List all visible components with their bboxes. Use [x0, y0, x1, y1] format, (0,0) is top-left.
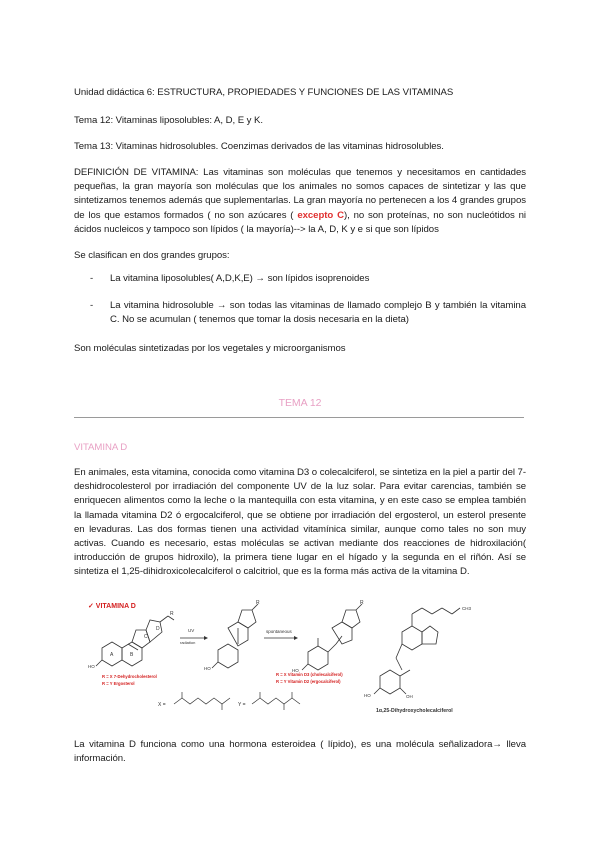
- list-item-text: La vitamina hidrosoluble → son todas las vitaminas de llamado complejo B y también la vitamina C. No se acumulan ( tenemos que tomar la dosis necesaria en la dieta): [110, 300, 526, 326]
- calcitriol-ch3: CH3: [462, 606, 472, 611]
- mid-legend-1: R = X Vitamin D3 (cholecalciferol): [276, 672, 343, 677]
- y-sidechain: [252, 692, 300, 710]
- figure-heading: ✓ VITAMINA D: [88, 603, 136, 610]
- closing-paragraph: La vitamina D funciona como una hormona esteroidea ( lípido), es una molécula señalizadora→ lleva información.: [74, 739, 526, 765]
- calcitriol-structure: [374, 608, 460, 694]
- mid-legend-2: R = Y Vitamin D2 (ergocalciferol): [276, 679, 341, 684]
- bullet-dash: -: [90, 273, 94, 284]
- classification-list: [74, 272, 526, 328]
- calcitriol-ho: HO: [364, 693, 371, 698]
- left-legend-2: R = Y Ergosterol: [102, 681, 135, 686]
- definition-highlight: excepto C: [297, 209, 344, 221]
- classification-outro: Son moléculas sintetizadas por los vegetales y microorganismos: [74, 343, 346, 354]
- svg-text:HO: HO: [292, 668, 299, 673]
- svg-text:C: C: [144, 634, 148, 640]
- x-label: X =: [158, 702, 166, 708]
- tema13-line: Tema 13: Vitaminas hidrosolubles. Coenzimas derivados de las vitaminas hidrosolubles.: [74, 141, 444, 152]
- definition-text-2: ), no son proteínas, no son nucleótidos ni ácidos nucleicos y tampoco son lípidos ( la mayoría)--> la A, D, K y e si que son lípidos: [74, 209, 527, 235]
- vitamin-d-paragraph: En animales, esta vitamina, conocida como vitamina D3 o colecalciferol, se sintetiza en la piel a partir del 7- deshidrocolesterol por irradiación del componente UV de la luz solar. Para evitar carencias, también se enriquecen alimentos como la leche o la mantequilla con esta vitamina, y en este caso se emplea también la llamada vitamina D2 ó ergocalciferol, que se obtiene por irradiación del ergosterol, un esterol presente en levaduras. Las dos formas tienen una actividad vitamínica similar, aunque como tales no son muy activas. Cuando es necesario, estas moléculas se activan mediante dos reacciones de hidroxilación( introducción de grupos hidroxilo), la primera tiene lugar en el hígado y la segunda en el riñón. Así se sintetiza el 1,25-dihidroxicolecalciferol o calcitriol, que es la forma más activa de la vitamina D.: [74, 467, 526, 578]
- svg-text:R: R: [360, 600, 364, 606]
- svg-text:B: B: [130, 652, 134, 658]
- bullet-dash: -: [90, 300, 94, 312]
- list-item: [74, 299, 526, 327]
- tema12-line: Tema 12: Vitaminas liposolubles: A, D, E y K.: [74, 115, 264, 126]
- calcitriol-oh: OH: [406, 694, 413, 699]
- svg-text:R: R: [256, 600, 260, 606]
- svg-text:R: R: [170, 611, 174, 617]
- list-item-text: La vitamina liposolubles( A,D,K,E) → son lípidos isoprenoides: [110, 273, 370, 284]
- svg-text:HO: HO: [204, 666, 211, 671]
- left-legend-1: R = X 7-Dehydrocholesterol: [102, 674, 157, 679]
- uv-label: UV: [188, 628, 195, 633]
- vitamin-d-structure: [302, 604, 362, 670]
- list-item: [74, 272, 526, 286]
- x-sidechain: [174, 692, 230, 710]
- svg-text:A: A: [110, 652, 114, 658]
- section-divider: [74, 417, 524, 418]
- definition-paragraph: [74, 166, 526, 237]
- vitamin-d-figure: [80, 598, 530, 723]
- y-label: Y =: [238, 702, 246, 708]
- section-subtitle: VITAMINA D: [74, 442, 128, 453]
- section-title: TEMA 12: [278, 397, 322, 409]
- unit-title: Unidad didáctica 6: ESTRUCTURA, PROPIEDADES Y FUNCIONES DE LAS VITAMINAS: [74, 87, 454, 98]
- spont-label: spontaneous: [266, 629, 292, 634]
- vitamin-d-structures-svg: [80, 598, 530, 723]
- definition-text-1: DEFINICIÓN DE VITAMINA: Las vitaminas son moléculas que tenemos y necesitamos en cantidades pequeñas, la gran mayoría son moléculas que los animales no somos capaces de sintetizar y las que sintetizamos tenemos además que suplementarlas. La gran mayoría no pertenecen a los 4 grandes grupos de los que estamos formados ( no son azúcares (: [74, 167, 526, 221]
- provitamin-structure: [96, 616, 174, 666]
- svg-text:D: D: [156, 626, 160, 632]
- previtamin-structure: [212, 604, 258, 668]
- classification-list-container: [74, 272, 526, 328]
- calcitriol-caption: 1α,25-Dihydroxycholecalciferol: [376, 708, 453, 714]
- classification-intro: Se clasifican en dos grandes grupos:: [74, 250, 230, 261]
- uv-sub-label: radiation: [180, 640, 196, 645]
- svg-text:HO: HO: [88, 664, 95, 669]
